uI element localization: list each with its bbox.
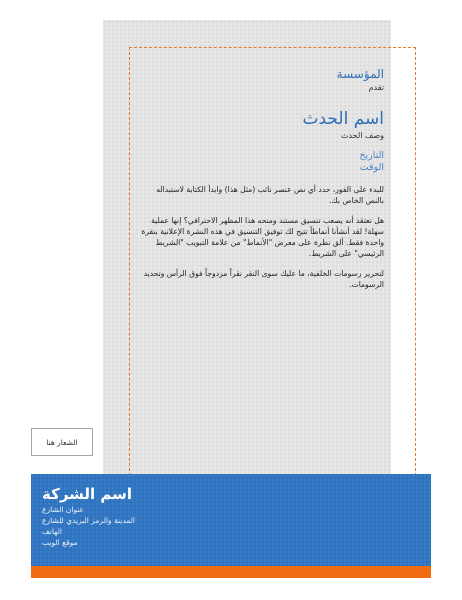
body-paragraph-1[interactable]: للبدء على الفور، حدد أي نص عنصر نائب (مثل هذا) وابدأ الكتابة لاستبداله بالنص الخاص بك. xyxy=(156,185,384,205)
event-title[interactable]: اسم الحدث xyxy=(302,109,384,129)
presents-text[interactable]: تقدم xyxy=(368,83,384,92)
body-paragraph-3[interactable]: لتحرير رسومات الخلفية، ما عليك سوى النقر نقراً مزدوجاً فوق الرأس وتحديد الرسومات. xyxy=(143,269,384,289)
phone[interactable]: الهاتف xyxy=(42,527,62,536)
flyer-content xyxy=(140,66,384,290)
event-time[interactable]: الوقت xyxy=(359,162,384,173)
logo-placeholder-label: الشعار هنا xyxy=(46,437,78,447)
footer-orange-band xyxy=(31,566,431,578)
website[interactable]: موقع الويب xyxy=(42,538,78,547)
company-info xyxy=(42,484,242,548)
organization-name[interactable]: المؤسسة xyxy=(336,67,384,81)
logo-placeholder[interactable] xyxy=(31,428,93,456)
street-address[interactable]: عنوان الشارع xyxy=(42,505,85,514)
body-paragraph-2[interactable]: هل تعتقد أنه يصعب تنسيق مستند ومنحه هذا المظهر الاحترافي؟ إنها عملية سهلة! لقد أنشأنا أنماطاً تتيح لك توفيق التنسيق في هذه النشرة الإعلانية بنقرة واحدة فقط. ألق نظرة على معرض "الأنماط" من علامة التبويب "الشريط الرئيسي" على الشريط. xyxy=(141,216,384,258)
city-zip[interactable]: المدينة والرمز البريدي للشارع xyxy=(42,516,135,525)
company-name[interactable]: اسم الشركة xyxy=(42,485,133,503)
event-description[interactable]: وصف الحدث xyxy=(340,131,384,140)
event-date[interactable]: التاريخ xyxy=(359,150,384,161)
